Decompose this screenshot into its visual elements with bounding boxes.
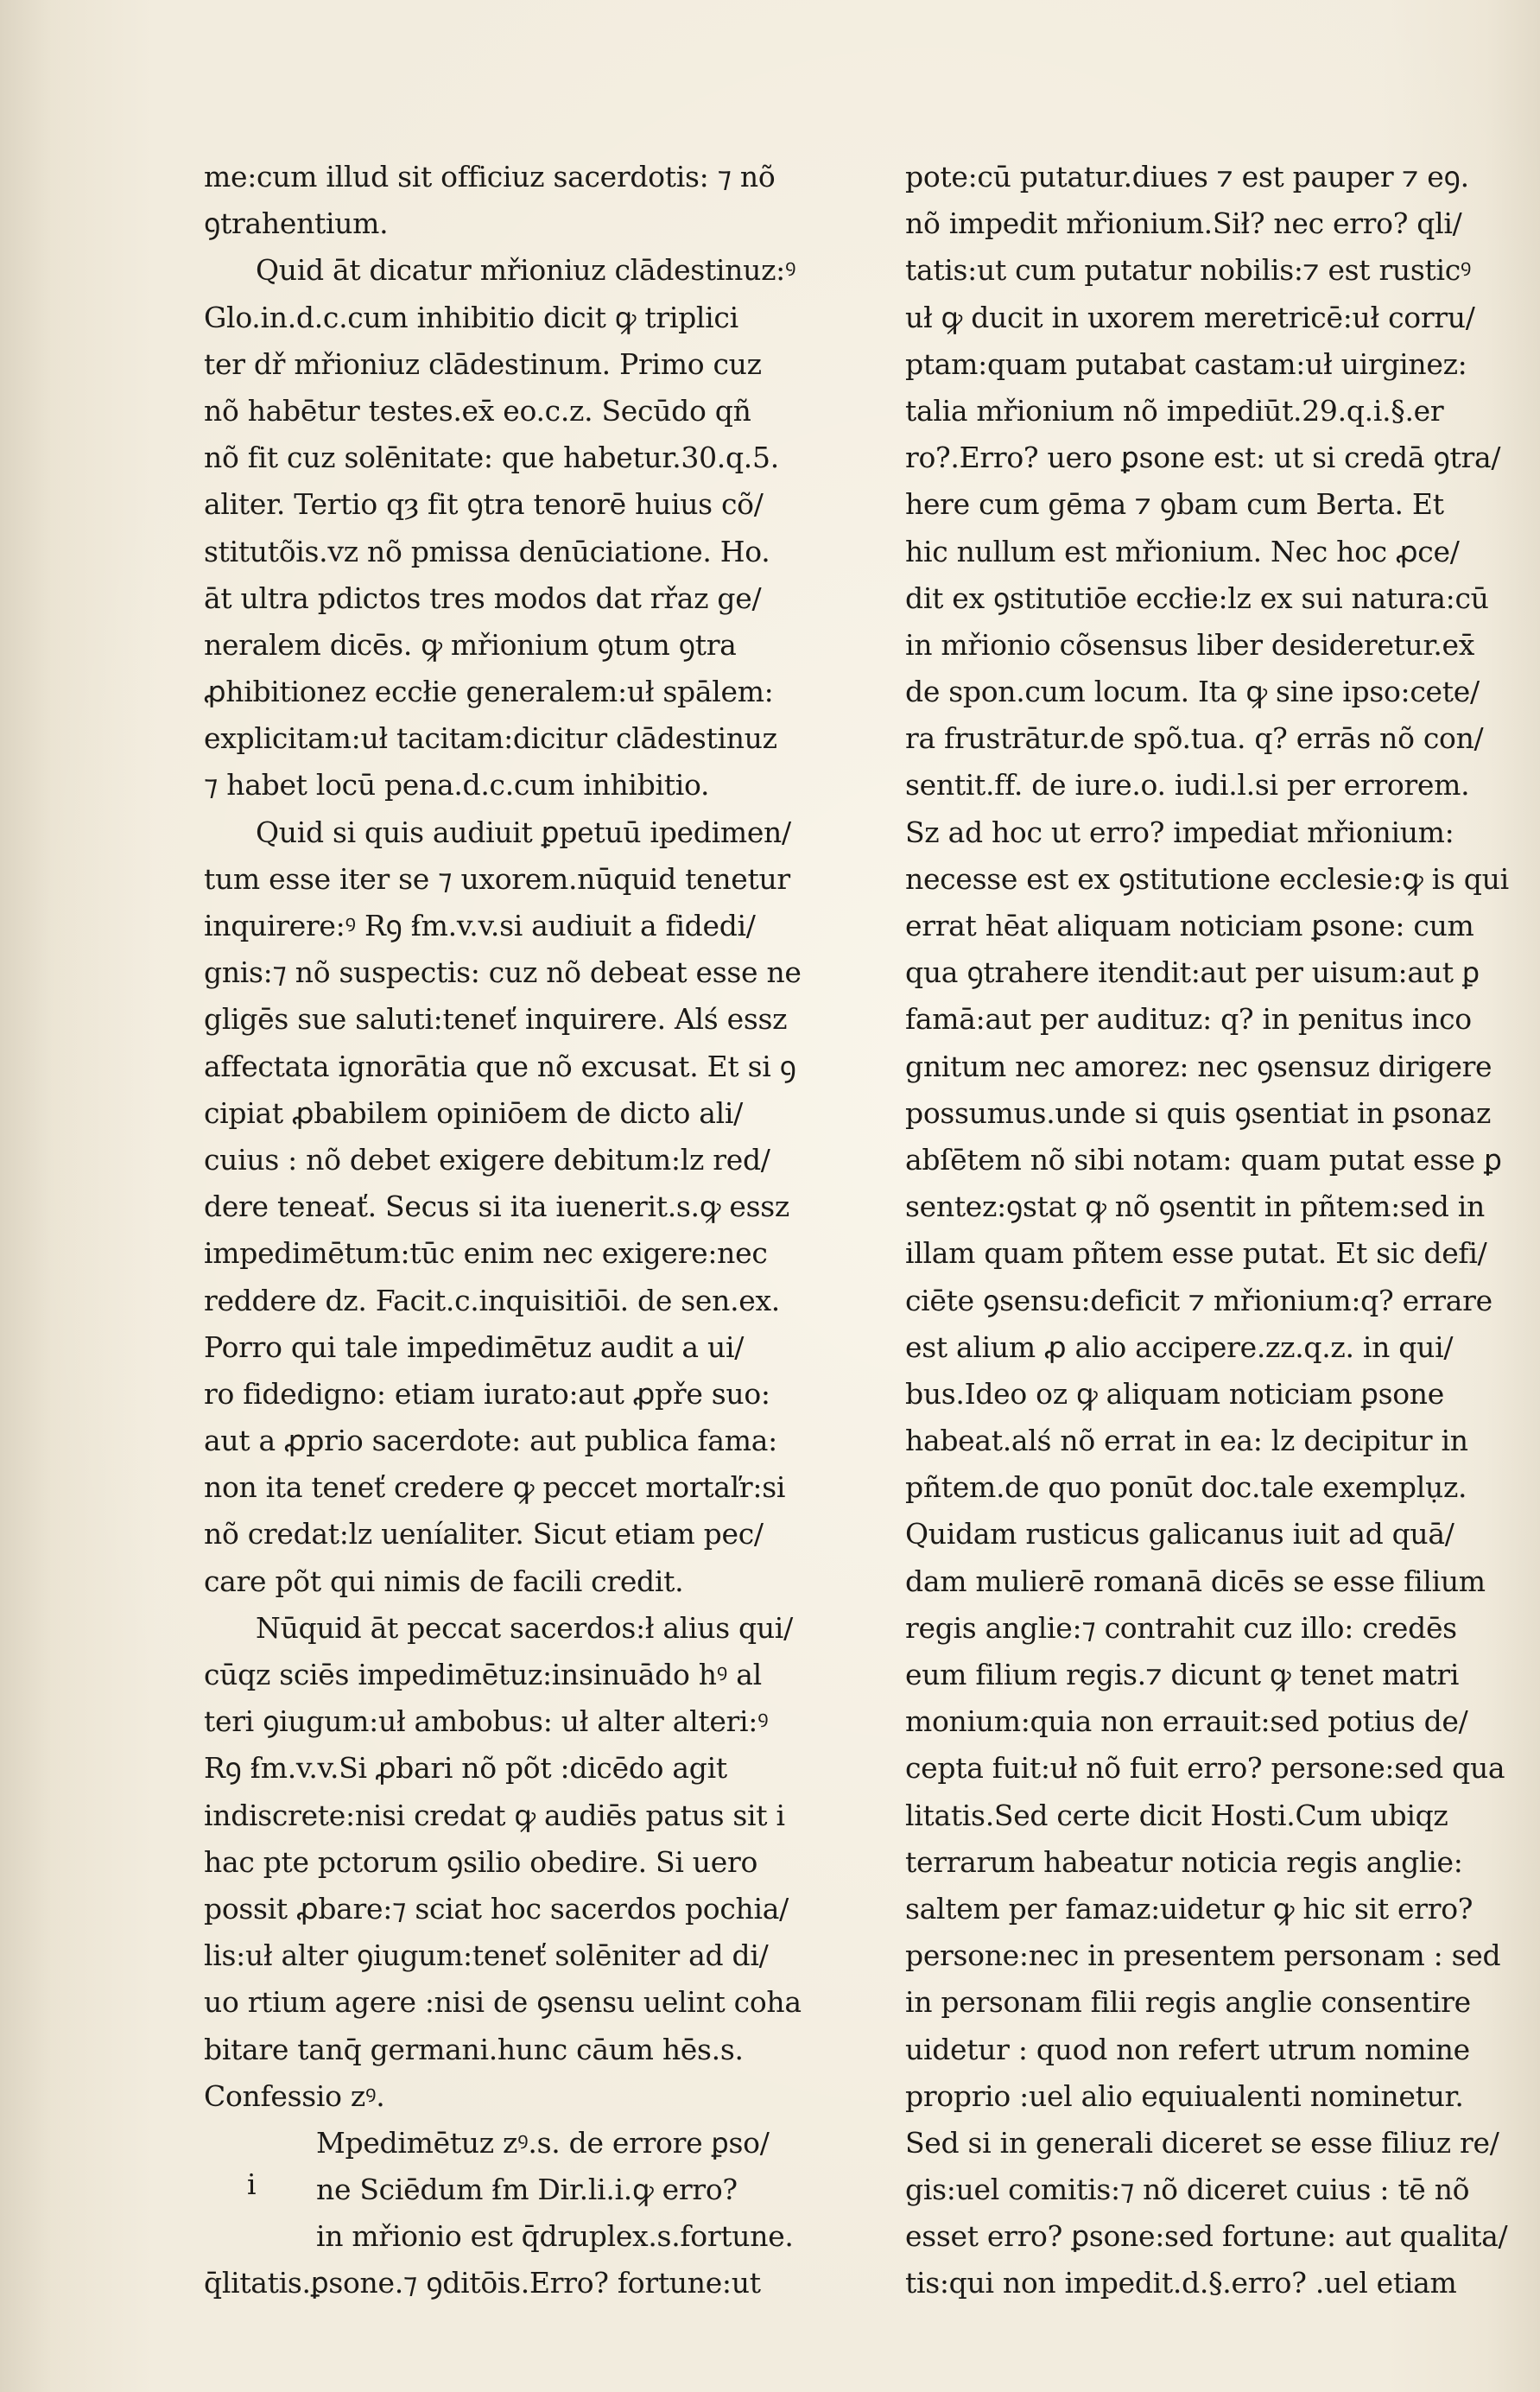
text-line: sentez:ꝯstat ꝙ nõ ꝯsentit in pñtem:sed in bbox=[905, 1190, 1486, 1224]
text-line: q̄litatis.ꝑsone.⁊ ꝯditōis.Erro? fortune:ut bbox=[204, 2266, 761, 2300]
text-line: de spon.cum locum. Ita ꝙ sine ipso:cete/ bbox=[905, 675, 1480, 709]
text-line: me:cum illud sit officiuz sacerdotis: ⁊ nõ bbox=[204, 160, 776, 194]
text-line: nõ credat:lz ueníaliter. Sicut etiam pec/ bbox=[204, 1517, 764, 1551]
text-line: sentit.ff. de iure.o. iudi.l.si per errorem. bbox=[905, 768, 1470, 803]
text-line: ro fidedigno: etiam iurato:aut ꝓpře suo: bbox=[204, 1376, 770, 1411]
text-line: cipiat ꝓbabilem opiniōem de dicto ali/ bbox=[204, 1095, 743, 1130]
text-line: ro?.Erro? uero ꝑsone est: ut si credā ꝯtra/ bbox=[905, 441, 1501, 475]
text-line: nõ fit cuz solēnitate: que habetur.30.q.5. bbox=[204, 441, 779, 475]
text-line: uidetur : quod non refert utrum nomine bbox=[905, 2032, 1470, 2066]
text-line: monium:quia non errauit:sed potius de/ bbox=[905, 1704, 1468, 1739]
text-line: nõ impedit mřionium.Sił? nec erro? qli/ bbox=[905, 206, 1462, 241]
text-line: pñtem.de quo ponūt doc.tale exemplụz. bbox=[905, 1470, 1467, 1505]
text-line: in personam filii regis anglie consentire bbox=[905, 1985, 1471, 2020]
text-line: ter dř mřioniuz clādestinum. Primo cuz bbox=[204, 346, 762, 381]
text-line: pote:cū putatur.diues ⁊ est pauper ⁊ eꝯ. bbox=[905, 160, 1469, 194]
text-line: possit ꝓbare:⁊ sciat hoc sacerdos pochia/ bbox=[204, 1891, 789, 1926]
text-line: persone:nec in presentem personam : sed bbox=[905, 1938, 1501, 1973]
text-line: Sed si in generali diceret se esse filiuz re/ bbox=[905, 2125, 1499, 2160]
text-line: litatis.Sed certe dicit Hosti.Cum ubiqz bbox=[905, 1798, 1448, 1832]
text-line: Sz ad hoc ut erro? impediat mřionium: bbox=[905, 815, 1454, 849]
text-line: cūqz sciēs impedimētuz:insinuādo hꝰ al bbox=[204, 1658, 762, 1691]
text-line: proprio :uel alio equiualenti nominetur. bbox=[905, 2078, 1464, 2113]
text-line: abſētem nõ sibi notam: quam putat esse ꝑ bbox=[905, 1142, 1502, 1177]
text-line: famā:aut per audituz: q? in penitus inco bbox=[905, 1002, 1472, 1037]
text-line: in mřionio est q̄druplex.s.fortune. bbox=[316, 2219, 794, 2254]
text-line: neralem dicēs. ꝙ mřionium ꝯtum ꝯtra bbox=[204, 627, 737, 662]
text-line: dam mulierē romanā dicēs se esse filium bbox=[905, 1564, 1486, 1598]
text-line: ⁊ habet locū pena.d.c.cum inhibitio. bbox=[204, 768, 710, 803]
text-line: Nūquid āt peccat sacerdos:ł alius qui/ bbox=[256, 1610, 793, 1645]
text-line: Rꝯ ẜm.v.v.Si ꝓbari nõ põt :dicēdo agit bbox=[204, 1751, 727, 1786]
text-line: in mřionio cõsensus liber desideretur.ex̄ bbox=[905, 627, 1475, 662]
text-line: indiscrete:nisi credat ꝙ audiēs patus sit i bbox=[204, 1798, 785, 1832]
text-line: bitare tanq̄ germani.hunc cāum hēs.s. bbox=[204, 2032, 744, 2066]
text-line: non ita teneť credere ꝙ peccet mortaľr:si bbox=[204, 1470, 786, 1505]
text-line: qua ꝯtrahere itendit:aut per uisum:aut ꝑ bbox=[905, 955, 1480, 990]
left-text-column bbox=[204, 154, 869, 2307]
text-line: hic nullum est mřionium. Nec hoc ꝓce/ bbox=[905, 534, 1460, 568]
text-line: cepta fuit:uł nõ fuit erro? persone:sed qua bbox=[905, 1751, 1505, 1786]
text-line: dit ex ꝯstitutiōe eccłie:lz ex sui natura:cū bbox=[905, 581, 1489, 615]
text-line: āt ultra pdictos tres modos dat rřaz ge/ bbox=[204, 581, 762, 615]
text-line: dere teneať. Secus si ita iuenerit.s.ꝙ essz bbox=[204, 1190, 789, 1224]
text-line: affectata ignorātia que nõ excusat. Et si ꝯ bbox=[204, 1049, 796, 1083]
text-line: ra frustrātur.de spõ.tua. q? errās nõ con/ bbox=[905, 721, 1484, 756]
text-line: cuius : nõ debet exigere debitum:lz red/ bbox=[204, 1142, 770, 1177]
text-line: gis:uel comitis:⁊ nõ diceret cuius : tē nõ bbox=[905, 2173, 1470, 2207]
text-line: Confessio zꝰ. bbox=[204, 2078, 385, 2113]
text-line: nõ habētur testes.ex̄ eo.c.z. Secūdo qñ bbox=[204, 393, 751, 428]
text-line: aliter. Tertio qȝ fit ꝯtra tenorē huius cõ/ bbox=[204, 487, 764, 522]
text-line: habeat.alś nõ errat in ea: lz decipitur in bbox=[905, 1424, 1468, 1458]
text-line: tis:qui non impedit.d.§.erro? .uel etiam bbox=[905, 2266, 1457, 2300]
text-line: ciēte ꝯsensu:deficit ⁊ mřionium:q? errare bbox=[905, 1283, 1492, 1317]
text-line: regis anglie:⁊ contrahit cuz illo: credēs bbox=[905, 1610, 1457, 1645]
text-line: hac pte pctorum ꝯsilio obedire. Si uero bbox=[204, 1844, 758, 1879]
text-line: lis:uł alter ꝯiugum:teneť solēniter ad di/ bbox=[204, 1938, 769, 1973]
text-line: Quid si quis audiuit ꝑpetuū ipedimen/ bbox=[256, 815, 791, 849]
text-line: errat hēat aliquam noticiam ꝑsone: cum bbox=[905, 909, 1474, 942]
text-line: here cum gēma ⁊ ꝯbam cum Berta. Et bbox=[905, 487, 1444, 522]
text-line: gligēs sue saluti:teneť inquirere. Alś essz bbox=[204, 1002, 788, 1037]
text-line: saltem per famaz:uidetur ꝙ hic sit erro? bbox=[905, 1891, 1473, 1926]
text-line: ne Sciēdum ẜm Dir.li.i.ꝙ erro? bbox=[316, 2173, 738, 2207]
text-line: Quid āt dicatur mřioniuz clādestinuz:ꝰ bbox=[256, 253, 796, 288]
text-line: necesse est ex ꝯstitutione ecclesie:ꝙ is qui bbox=[905, 861, 1509, 896]
text-line: gnis:⁊ nõ suspectis: cuz nõ debeat esse ne bbox=[204, 955, 802, 990]
text-line: terrarum habeatur noticia regis anglie: bbox=[905, 1844, 1463, 1879]
text-line: tum esse iter se ⁊ uxorem.nūquid tenetur bbox=[204, 861, 790, 896]
text-line: aut a ꝓprio sacerdote: aut publica fama: bbox=[204, 1424, 777, 1458]
text-line: ptam:quam putabat castam:uł uirginez: bbox=[905, 346, 1467, 381]
text-line: est alium ꝓ alio accipere.zz.q.z. in qui/ bbox=[905, 1329, 1454, 1364]
text-line: care põt qui nimis de facili credit. bbox=[204, 1564, 684, 1598]
text-line: teri ꝯiugum:uł ambobus: uł alter alteri:ꝰ bbox=[204, 1704, 769, 1739]
text-line: Quidam rusticus galicanus iuit ad quā/ bbox=[905, 1517, 1454, 1551]
text-line: tatis:ut cum putatur nobilis:⁊ est rusticꝰ bbox=[905, 253, 1472, 288]
text-line: Glo.in.d.c.cum inhibitio dicit ꝙ triplici bbox=[204, 300, 738, 334]
text-line: possumus.unde si quis ꝯsentiat in ꝑsonaz bbox=[905, 1095, 1492, 1130]
text-line: ꝯtrahentium. bbox=[204, 206, 389, 241]
text-line: Mpedimētuz zꝰ.s. de errore ꝑso/ bbox=[316, 2125, 770, 2160]
margin-letter: i bbox=[247, 2167, 257, 2201]
text-line: inquirere:ꝰ Rꝯ ẜm.v.v.si audiuit a fidedi/ bbox=[204, 909, 756, 942]
right-text-column bbox=[905, 154, 1510, 2307]
text-line: uo rtium agere :nisi de ꝯsensu uelint coha bbox=[204, 1985, 802, 2020]
text-line: impedimētum:tūc enim nec exigere:nec bbox=[204, 1236, 768, 1271]
text-line: esset erro? ꝑsone:sed fortune: aut qualita/ bbox=[905, 2219, 1508, 2254]
text-line: eum filium regis.⁊ dicunt ꝙ tenet matri bbox=[905, 1658, 1460, 1691]
text-line: talia mřionium nõ impediūt.29.q.i.§.er bbox=[905, 393, 1444, 428]
text-line: reddere dz. Facit.c.inquisitiōi. de sen.ex. bbox=[204, 1283, 780, 1317]
text-line: illam quam pñtem esse putat. Et sic defi/ bbox=[905, 1236, 1487, 1271]
text-line: uł ꝙ ducit in uxorem meretricē:uł corru/ bbox=[905, 300, 1475, 334]
text-line: explicitam:uł tacitam:dicitur clādestinuz bbox=[204, 721, 777, 756]
text-line: ꝓhibitionez eccłie generalem:uł spālem: bbox=[204, 675, 774, 709]
text-line: Porro qui tale impedimētuz audit a ui/ bbox=[204, 1329, 745, 1364]
text-line: stitutõis.vz nõ pmissa denūciatione. Ho. bbox=[204, 534, 770, 568]
text-line: bus.Ideo oz ꝙ aliquam noticiam ꝑsone bbox=[905, 1376, 1444, 1411]
text-line: gnitum nec amorez: nec ꝯsensuz dirigere bbox=[905, 1049, 1492, 1083]
